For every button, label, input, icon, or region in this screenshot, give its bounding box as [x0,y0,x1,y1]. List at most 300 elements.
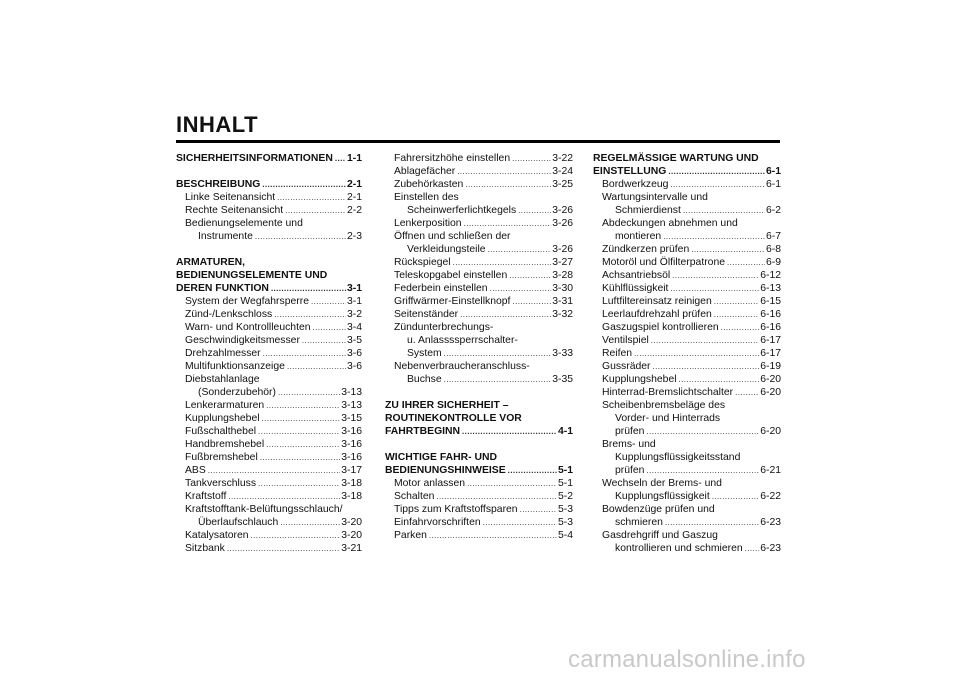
toc-entry[interactable] [176,386,362,399]
dot-leader [488,243,552,256]
toc-page-number: 3-27 [552,257,573,268]
toc-entry-title: Zünd-/Lenkschloss [185,309,273,320]
toc-entry-title: schmieren [615,517,663,528]
toc-entry[interactable] [176,451,362,464]
toc-entry[interactable] [593,230,781,243]
toc-entry[interactable] [593,308,781,321]
toc-page-number: 3-31 [552,296,573,307]
toc-page-number: 6-12 [760,270,781,281]
dot-leader [665,516,759,529]
toc-column-1 [176,152,362,555]
toc-section-heading[interactable] [385,399,573,412]
toc-page-number: 6-17 [760,348,781,359]
dot-leader [280,516,340,529]
toc-entry[interactable] [176,204,362,217]
toc-entry[interactable] [385,256,573,269]
toc-entry-title: Handbremshebel [185,439,265,450]
toc-entry-title: Tankverschluss [185,478,257,489]
toc-entry-title: Buchse [407,374,442,385]
dot-leader [646,464,759,477]
toc-entry-title: prüfen [615,426,645,437]
toc-entry[interactable] [176,217,362,230]
toc-entry-title: Motoröl und Ölfilterpatrone [602,257,726,268]
toc-page-number: 6-16 [760,309,781,320]
toc-entry-title: Ventilspiel [602,335,649,346]
toc-entry[interactable] [385,152,573,165]
toc-page-number: 6-20 [760,426,781,437]
toc-entry-title: montieren [615,231,662,242]
toc-entry[interactable] [593,256,781,269]
toc-page-number: 5-3 [557,517,573,528]
toc-page-number: 3-16 [341,426,362,437]
toc-entry-title: Zündkerzen prüfen [602,244,690,255]
toc-entry[interactable] [593,347,781,360]
toc-entry-title: Achsantriebsöl [602,270,671,281]
toc-entry-title: FAHRTBEGINN [385,426,461,437]
toc-entry[interactable] [176,516,362,529]
toc-entry[interactable] [593,360,781,373]
toc-page-number: 3-6 [346,348,362,359]
toc-page-number: 5-1 [557,478,573,489]
toc-entry[interactable] [176,295,362,308]
toc-entry-title: Zündunterbrechungs- [394,322,494,333]
dot-leader [335,152,346,165]
toc-page-number: 3-21 [341,543,362,554]
toc-entry-title: Nebenverbraucheranschluss- [394,361,530,372]
toc-entry[interactable] [385,373,573,386]
toc-page-number: 1-1 [346,153,362,164]
toc-entry-title: DEREN FUNKTION [176,283,269,294]
toc-page-number: 6-2 [765,205,781,216]
dot-leader [670,282,759,295]
dot-leader [444,347,552,360]
toc-entry[interactable] [593,178,781,191]
toc-entry[interactable] [593,516,781,529]
toc-entry[interactable] [176,308,362,321]
toc-page-number: 3-16 [341,439,362,450]
toc-entry[interactable] [385,295,573,308]
toc-entry-title: Wartungsintervalle und [602,192,708,203]
toc-entry-title: (Sonderzubehör) [198,387,276,398]
toc-entry-title: SICHERHEITSINFORMATIONEN [176,153,333,164]
dot-leader [302,334,346,347]
toc-page-number: 3-15 [341,413,362,424]
dot-leader [462,425,557,438]
toc-entry[interactable] [176,373,362,386]
toc-page-number: 3-2 [346,309,362,320]
toc-page-number: 3-4 [346,322,362,333]
toc-entry-title: Reifen [602,348,633,359]
toc-section-heading[interactable] [593,152,781,165]
toc-entry[interactable] [593,464,781,477]
toc-entry-title: Bordwerkzeug [602,179,669,190]
toc-page-number: 3-24 [552,166,573,177]
dot-leader [274,308,346,321]
toc-page-number: 6-16 [760,322,781,333]
dot-leader [453,256,552,269]
toc-entry-title: WICHTIGE FAHR- UND [385,452,497,463]
toc-section-heading[interactable] [385,451,573,464]
toc-entry[interactable] [385,529,573,542]
dot-leader [208,464,340,477]
toc-entry-title: Diebstahlanlage [185,374,260,385]
dot-leader [227,542,340,555]
toc-section-heading[interactable] [176,178,362,191]
toc-entry-title: Bowdenzüge prüfen und [602,504,715,515]
dot-leader [260,451,340,464]
toc-entry[interactable] [593,217,781,230]
toc-entry[interactable] [593,477,781,490]
toc-page-number: 3-18 [341,478,362,489]
toc-entry-title: Gussräder [602,361,651,372]
dot-leader [258,477,340,490]
toc-entry[interactable] [176,477,362,490]
toc-entry[interactable] [385,282,573,295]
toc-entry-title: Hinterrad-Bremslichtschalter [602,387,734,398]
toc-entry[interactable] [385,178,573,191]
dot-leader [277,191,346,204]
toc-entry-title: Warn- und Kontrollleuchten [185,322,311,333]
toc-entry[interactable] [593,243,781,256]
toc-page-number: 6-15 [760,296,781,307]
toc-entry[interactable] [176,438,362,451]
toc-entry-title: Linke Seitenansicht [185,192,276,203]
toc-entry[interactable] [593,438,781,451]
toc-entry[interactable] [176,191,362,204]
toc-entry[interactable] [176,425,362,438]
dot-leader [712,490,759,503]
toc-entry[interactable] [385,243,573,256]
dot-leader [460,308,551,321]
dot-leader [672,269,759,282]
toc-page-number: 3-1 [346,283,362,294]
toc-entry[interactable] [385,204,573,217]
toc-entry[interactable] [593,542,781,555]
toc-entry[interactable] [176,321,362,334]
toc-entry-title: BESCHREIBUNG [176,179,261,190]
toc-page-number: 6-7 [765,231,781,242]
toc-entry[interactable] [385,477,573,490]
toc-entry-title: Schmierdienst [615,205,681,216]
toc-page-number: 3-17 [341,465,362,476]
toc-page-number: 3-16 [341,452,362,463]
toc-entry[interactable] [593,373,781,386]
dot-leader [285,204,346,217]
toc-entry-title: Rechte Seitenansicht [185,205,284,216]
toc-page-number: 3-35 [552,374,573,385]
dot-leader [444,373,552,386]
toc-page-number: 6-22 [760,491,781,502]
toc-entry[interactable] [385,191,573,204]
dot-leader [714,308,759,321]
toc-page-number: 5-3 [557,504,573,515]
toc-entry-title: Gasdrehgriff und Gaszug [602,530,718,541]
toc-entry[interactable] [593,503,781,516]
toc-section-heading[interactable] [593,165,781,178]
toc-page-number: 3-26 [552,244,573,255]
toc-entry-title: Tipps zum Kraftstoffsparen [394,504,518,515]
toc-entry-title: Seitenständer [394,309,459,320]
toc-entry[interactable] [593,295,781,308]
dot-leader [258,425,340,438]
toc-entry[interactable] [385,347,573,360]
toc-section-heading[interactable] [176,152,362,165]
toc-page-number: 3-33 [552,348,573,359]
toc-entry-title: Fahrersitzhöhe einstellen [394,153,511,164]
toc-entry[interactable] [385,269,573,282]
toc-entry-title: Scheinwerferlichtkegels [407,205,517,216]
toc-entry-title: Kupplungshebel [602,374,677,385]
dot-leader [465,178,551,191]
toc-entry[interactable] [176,360,362,373]
toc-entry[interactable] [593,204,781,217]
toc-entry[interactable] [385,321,573,334]
toc-entry-title: Kupplungsflüssigkeit [615,491,710,502]
toc-page-number: 6-23 [760,543,781,554]
toc-entry-title: Leerlaufdrehzahl prüfen [602,309,712,320]
toc-entry[interactable] [385,230,573,243]
toc-page-number: 3-25 [552,179,573,190]
toc-page-number: 3-30 [552,283,573,294]
dot-leader [518,204,551,217]
dot-leader [691,243,765,256]
toc-entry-title: ROUTINEKONTROLLE VOR [385,413,522,424]
toc-entry-title: Katalysatoren [185,530,249,541]
toc-entry-title: Einfahrvorschriften [394,517,481,528]
toc-entry[interactable] [593,269,781,282]
dot-leader [634,347,759,360]
toc-entry-title: REGELMÄSSIGE WARTUNG UND [593,153,759,164]
toc-section-heading[interactable] [176,282,362,295]
toc-page-number: 5-2 [557,491,573,502]
toc-entry-title: Brems- und [602,439,656,450]
toc-entry-title: System der Wegfahrsperre [185,296,309,307]
dot-leader [663,230,765,243]
toc-section-heading[interactable] [385,464,573,477]
toc-entry-title: ZU IHRER SICHERHEIT – [385,400,509,411]
dot-leader [727,256,765,269]
toc-entry-title: Zubehörkasten [394,179,464,190]
dot-leader [670,178,765,191]
toc-page-number: 3-32 [552,309,573,320]
toc-entry-title: Lenkerarmaturen [185,400,265,411]
toc-entry[interactable] [176,503,362,516]
toc-entry-title: BEDIENUNGSELEMENTE UND [176,270,328,281]
toc-section-heading[interactable] [176,269,362,282]
dot-leader [512,295,551,308]
toc-entry-title: Multifunktionsanzeige [185,361,285,372]
toc-section-heading[interactable] [385,425,573,438]
toc-entry-title: Teleskopgabel einstellen [394,270,508,281]
dot-leader [266,399,340,412]
toc-entry[interactable] [176,399,362,412]
toc-page-number: 2-3 [346,231,362,242]
page-title: INHALT [176,112,259,137]
toc-entry-title: u. Anlassssperrschalter- [407,335,518,346]
toc-entry[interactable] [385,308,573,321]
toc-entry-title: Gaszugspiel kontrollieren [602,322,719,333]
toc-entry-title: Instrumente [198,231,253,242]
toc-entry[interactable] [176,529,362,542]
toc-entry[interactable] [593,399,781,412]
toc-page-number: 6-9 [765,257,781,268]
toc-entry-title: Kupplungsflüssigkeitsstand [615,452,741,463]
dot-leader [313,321,346,334]
dot-leader [745,542,760,555]
dot-leader [278,386,340,399]
dot-leader [228,490,340,503]
toc-page-number: 3-26 [552,218,573,229]
toc-entry-title: Verkleidungsteile [407,244,486,255]
toc-entry-title: Fußbremshebel [185,452,258,463]
toc-entry-title: Kraftstoff [185,491,227,502]
toc-entry-title: Lenkerposition [394,218,462,229]
toc-entry-title: prüfen [615,465,645,476]
toc-page-number: 3-26 [552,205,573,216]
dot-leader [512,152,551,165]
toc-entry[interactable] [385,165,573,178]
toc-entry[interactable] [176,464,362,477]
toc-entry-title: BEDIENUNGSHINWEISE [385,465,506,476]
toc-entry-title: Kupplungshebel [185,413,260,424]
toc-entry[interactable] [593,490,781,503]
toc-entry-title: Ablagefächer [394,166,456,177]
toc-entry[interactable] [593,191,781,204]
toc-entry[interactable] [385,360,573,373]
toc-entry[interactable] [593,451,781,464]
toc-entry-title: Drehzahlmesser [185,348,261,359]
toc-entry-title: EINSTELLUNG [593,166,667,177]
toc-entry-title: Sitzbank [185,543,225,554]
toc-spacer [176,165,362,178]
dot-leader [714,295,759,308]
toc-entry-title: Schalten [394,491,435,502]
toc-entry-title: Geschwindigkeitsmesser [185,335,300,346]
dot-leader [429,529,557,542]
toc-entry[interactable] [385,516,573,529]
toc-entry-title: Wechseln der Brems- und [602,478,722,489]
toc-entry[interactable] [593,412,781,425]
toc-page-number: 3-20 [341,530,362,541]
toc-page-number: 6-1 [765,179,781,190]
toc-entry[interactable] [593,282,781,295]
toc-page-number: 6-23 [760,517,781,528]
toc-entry-title: Parken [394,530,427,541]
dot-leader [483,516,557,529]
toc-page-number: 3-6 [346,361,362,372]
toc-entry-title: Griffwärmer-Einstellknopf [394,296,511,307]
dot-leader [251,529,341,542]
toc-page-number: 3-22 [552,153,573,164]
toc-entry[interactable] [176,542,362,555]
toc-entry[interactable] [385,490,573,503]
dot-leader [735,386,759,399]
toc-section-heading[interactable] [176,256,362,269]
toc-entry-title: Öffnen und schließen der [394,231,511,242]
toc-entry[interactable] [385,217,573,230]
dot-leader [508,464,557,477]
toc-entry[interactable] [593,321,781,334]
dot-leader [255,230,346,243]
toc-spacer [176,243,362,256]
toc-entry[interactable] [176,412,362,425]
dot-leader [464,217,552,230]
dot-leader [436,490,557,503]
toc-entry[interactable] [176,490,362,503]
toc-page-number: 3-1 [346,296,362,307]
toc-page-number: 6-13 [760,283,781,294]
toc-page-number: 3-5 [346,335,362,346]
toc-page-number: 3-20 [341,517,362,528]
dot-leader [262,178,346,191]
dot-leader [683,204,765,217]
toc-entry-title: ARMATUREN, [176,257,246,268]
toc-entry-title: Rückspiegel [394,257,451,268]
toc-entry-title: Motor anlassen [394,478,466,489]
toc-entry-title: Kraftstofftank-Belüftungsschlauch/ [185,504,343,515]
dot-leader [668,165,765,178]
toc-page-number: 5-1 [557,465,573,476]
toc-page-number: 3-28 [552,270,573,281]
dot-leader [262,412,341,425]
dot-leader [271,282,346,295]
toc-page-number: 2-2 [346,205,362,216]
dot-leader [457,165,551,178]
toc-page-number: 6-1 [765,166,781,177]
toc-page-number: 3-18 [341,491,362,502]
toc-page-number: 6-20 [760,387,781,398]
dot-leader [721,321,760,334]
toc-entry-title: System [407,348,442,359]
toc-entry-title: Federbein einstellen [394,283,488,294]
dot-leader [467,477,557,490]
toc-page-number: 6-17 [760,335,781,346]
toc-entry-title: ABS [185,465,206,476]
dot-leader [653,360,760,373]
toc-entry[interactable] [593,334,781,347]
dot-leader [679,373,760,386]
toc-entry[interactable] [593,386,781,399]
toc-entry[interactable] [176,230,362,243]
dot-leader [490,282,552,295]
toc-column-2 [385,152,573,542]
toc-entry[interactable] [385,503,573,516]
dot-leader [263,347,346,360]
toc-entry-title: Scheibenbremsbeläge des [602,400,726,411]
toc-page-number: 4-1 [557,426,573,437]
toc-entry[interactable] [593,529,781,542]
toc-entry-title: Fußschalthebel [185,426,257,437]
toc-page-number: 5-4 [557,530,573,541]
toc-entry-title: Vorder- und Hinterrads [615,413,721,424]
dot-leader [651,334,759,347]
toc-page-number: 2-1 [346,179,362,190]
dot-leader [266,438,340,451]
toc-page-number: 3-13 [341,400,362,411]
toc-entry[interactable] [176,347,362,360]
toc-entry-title: kontrollieren und schmieren [615,543,743,554]
toc-entry[interactable] [385,334,573,347]
toc-column-3 [593,152,781,555]
toc-section-heading[interactable] [385,412,573,425]
toc-entry-title: Überlaufschlauch [198,517,279,528]
toc-spacer [385,438,573,451]
toc-entry-title: Kühlflüssigkeit [602,283,669,294]
toc-page-number: 6-21 [760,465,781,476]
toc-entry[interactable] [176,334,362,347]
toc-entry[interactable] [593,425,781,438]
toc-entry-title: Luftfiltereinsatz reinigen [602,296,712,307]
